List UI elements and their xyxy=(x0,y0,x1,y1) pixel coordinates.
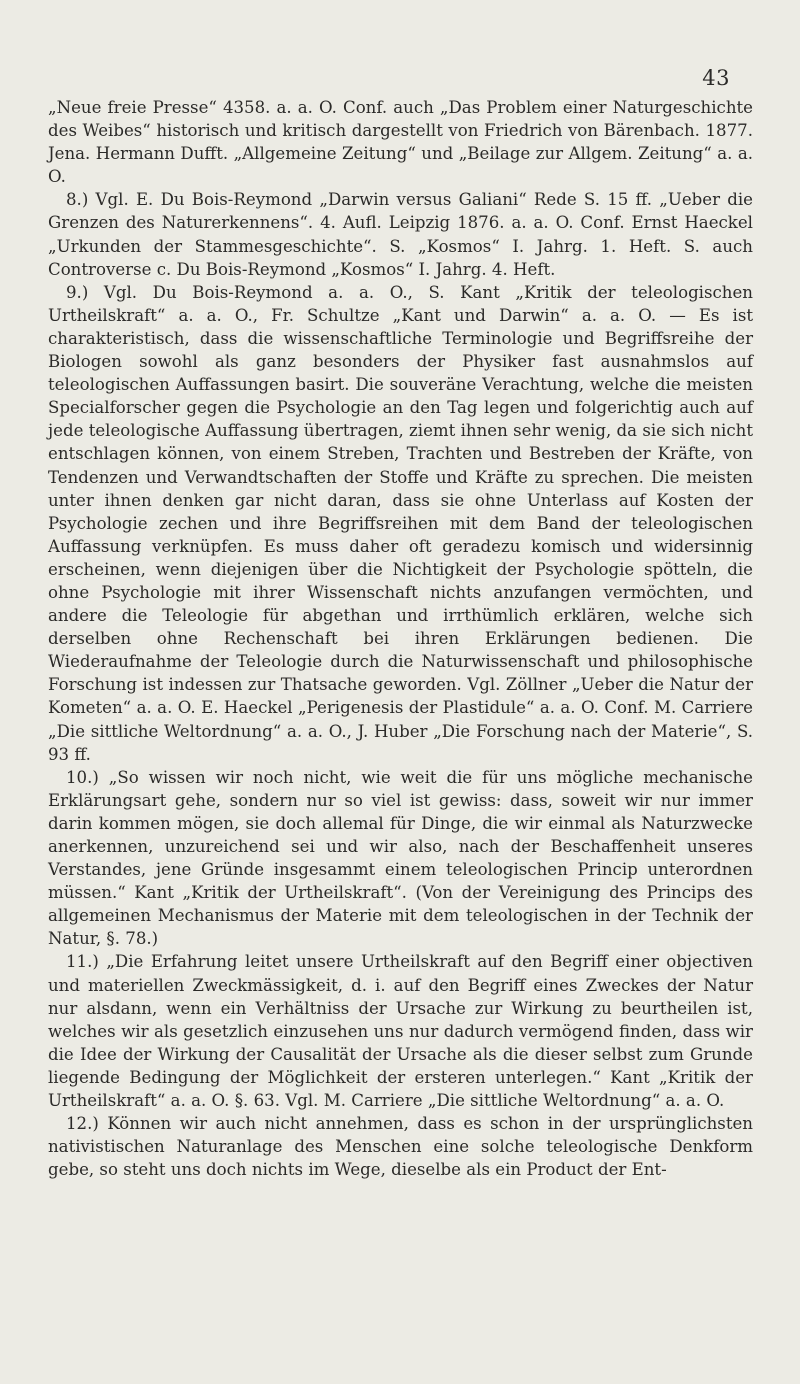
footnote-12: 12.) Können wir auch nicht annehmen, dass es schon in der ursprünglichsten nativistischen Naturanlage des Menschen eine solche teleologische Denkform gebe, so steht uns doch nichts im Wege, dieselbe als ein Product der Ent- xyxy=(48,1114,753,1180)
page-number: 43 xyxy=(702,66,730,90)
footnote-10: 10.) „So wissen wir noch nicht, wie weit die für uns mögliche mechanische Erklärungsart gehe, sondern nur so viel ist gewiss: dass, soweit wir nur immer darin kommen mögen, sie doch allemal für Dinge, die wir einmal als Naturzwecke anerkennen, unzureichend sei und wir also, nach der Beschaffenheit unseres Verstandes, jene Gründe insgesammt einem teleologischen Princip unterordnen müssen.“ Kant „Kritik der Urtheilskraft“. (Von der Vereinigung des Princips des allgemeinen Mechanismus der Materie mit dem teleologischen in der Technik der Natur, §. 78.) xyxy=(48,767,753,949)
paragraph-continuation: „Neue freie Presse“ 4358. a. a. O. Conf. auch „Das Problem einer Naturgeschichte des Weibes“ historisch und kritisch dargestellt von Friedrich von Bärenbach. 1877. Jena. Hermann Dufft. „Allgemeine Zeitung“ und „Beilage zur Allgem. Zeitung“ a. a. O. xyxy=(48,98,753,187)
footnote-9: 9.) Vgl. Du Bois-Reymond a. a. O., S. Kant „Kritik der teleologischen Urtheilskraft“ a. a. O., Fr. Schultze „Kant und Darwin“ a. a. O. — Es ist charakteristisch, dass die wissenschaftliche Terminologie und Begriffsreihe der Biologen sowohl als ganz besonders der Physiker fast ausnahmslos auf teleologischen Auffassungen basirt. Die souveräne Verachtung, welche die meisten Specialforscher gegen die Psychologie an den Tag legen und folgerichtig auch auf jede teleologische Auffassung übertragen, ziemt ihnen sehr wenig, da sie sich nicht entschlagen können, von einem Streben, Trachten und Bestreben der Kräfte, von Tendenzen und Verwandtschaften der Stoffe und Kräfte zu sprechen. Die meisten unter ihnen denken gar nicht daran, dass sie ohne Unterlass auf Kosten der Psychologie zechen und ihre Begriffsreihen mit dem Band der teleologischen Auffassung verknüpfen. Es muss daher oft geradezu komisch und widersinnig erscheinen, wenn diejenigen über die Nichtigkeit der Psychologie spötteln, die ohne Psychologie mit ihrer Wissenschaft nichts anzufangen vermöchten, und andere die Teleologie für abgethan und irrthümlich erklären, welche sich derselben ohne Rechenschaft bei ihren Erklärungen bedienen. Die Wiederaufnahme der Teleologie durch die Naturwissenschaft und philosophische Forschung ist indessen zur Thatsache geworden. Vgl. Zöllner „Ueber die Natur der Kometen“ a. a. O. E. Haeckel „Perigenesis der Plastidule“ a. a. O. Conf. M. Carriere „Die sittliche Weltordnung“ a. a. O., J. Huber „Die Forschung nach der Materie“, S. 93 ff. xyxy=(48,282,753,764)
footnote-11: 11.) „Die Erfahrung leitet unsere Urtheilskraft auf den Begriff einer objectiven und materiellen Zweckmässigkeit, d. i. auf den Begriff eines Zweckes der Natur nur alsdann, wenn ein Verhältniss der Ursache zur Wirkung zu beurtheilen ist, welches wir als gesetzlich einzusehen uns nur dadurch vermögend finden, dass wir die Idee der Wirkung der Causalität der Ursache als die dieser selbst zum Grunde liegende Bedingung der Möglichkeit der ersteren unterlegen.“ Kant „Kritik der Urtheilskraft“ a. a. O. §. 63. Vgl. M. Carriere „Die sittliche Weltordnung“ a. a. O. xyxy=(48,952,753,1111)
footnote-8: 8.) Vgl. E. Du Bois-Reymond „Darwin versus Galiani“ Rede S. 15 ff. „Ueber die Grenzen des Naturerkennens“. 4. Aufl. Leipzig 1876. a. a. O. Conf. Ernst Haeckel „Urkunden der Stammesgeschichte“. S. „Kosmos“ I. Jahrg. 1. Heft. S. auch Controverse c. Du Bois-Reymond „Kosmos“ I. Jahrg. 4. Heft. xyxy=(48,190,753,279)
footnotes-text-block xyxy=(48,96,753,1181)
